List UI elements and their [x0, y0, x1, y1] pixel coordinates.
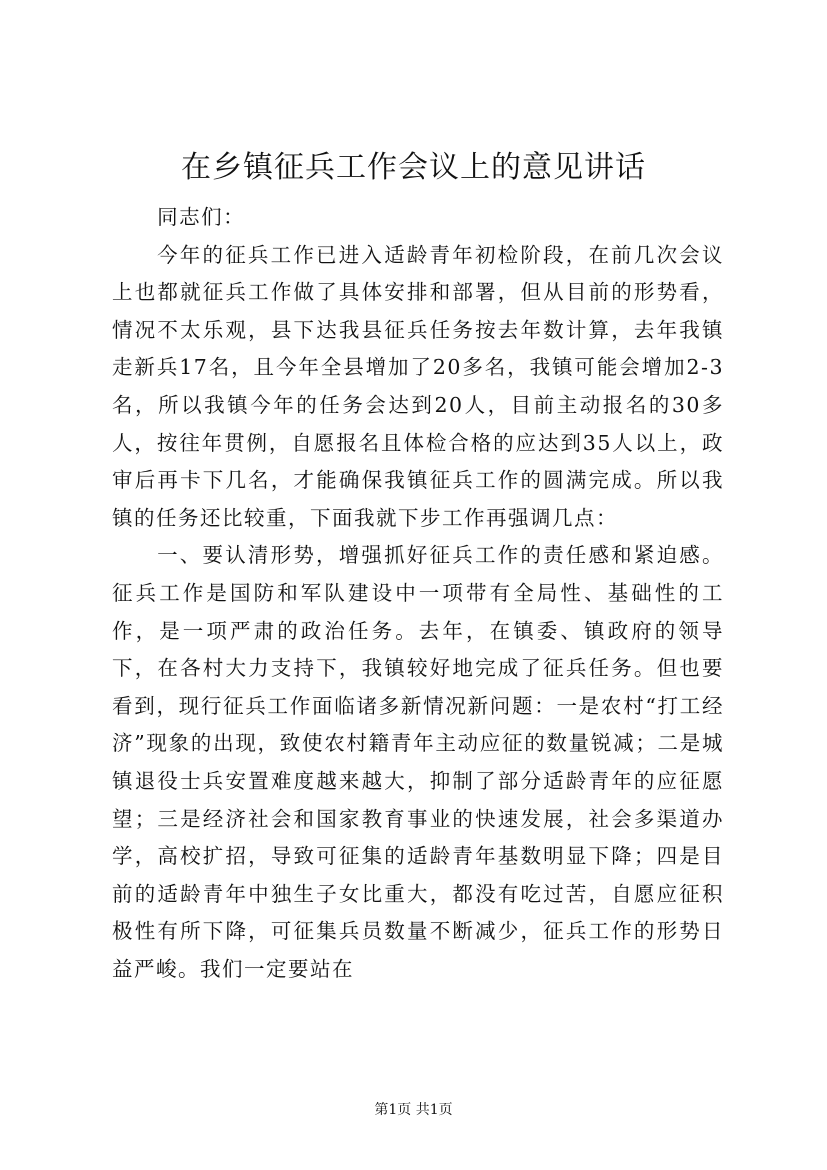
- document-title: 在乡镇征兵工作会议上的意见讲话: [181, 150, 646, 185]
- document-body: [112, 199, 724, 988]
- paragraph-2: 一、要认清形势，增强抓好征兵工作的责任感和紧迫感。征兵工作是国防和军队建设中一项带有全局性、基础性的工作，是一项严肃的政治任务。去年，在镇委、镇政府的领导下，在各村大力支持下，我镇较好地完成了征兵任务。但也要看到，现行征兵工作面临诸多新情况新问题：一是农村“打工经济”现象的出现，致使农村籍青年主动应征的数量锐减；二是城镇退役士兵安置难度越来越大，抑制了部分适龄青年的应征愿望；三是经济社会和国家教育事业的快速发展，社会多渠道办学，高校扩招，导致可征集的适龄青年基数明显下降；四是目前的适龄青年中独生子女比重大，都没有吃过苦，自愿应征积极性有所下降，可征集兵员数量不断减少，征兵工作的形势日益严峻。我们一定要站在: [112, 543, 724, 981]
- page-footer: 第1页 共1页: [374, 1102, 453, 1118]
- paragraph-1: 今年的征兵工作已进入适龄青年初检阶段，在前几次会议上也都就征兵工作做了具体安排和部署，但从目前的形势看，情况不太乐观，县下达我县征兵任务按去年数计算，去年我镇走新兵17名，且今年全县增加了20多名，我镇可能会增加2-3名，所以我镇今年的任务会达到20人，目前主动报名的30多人，按往年贯例，自愿报名且体检合格的应达到35人以上，政审后再卡下几名，才能确保我镇征兵工作的圆满完成。所以我镇的任务还比较重，下面我就下步工作再强调几点：: [112, 242, 724, 530]
- salutation: 同志们：: [157, 205, 246, 229]
